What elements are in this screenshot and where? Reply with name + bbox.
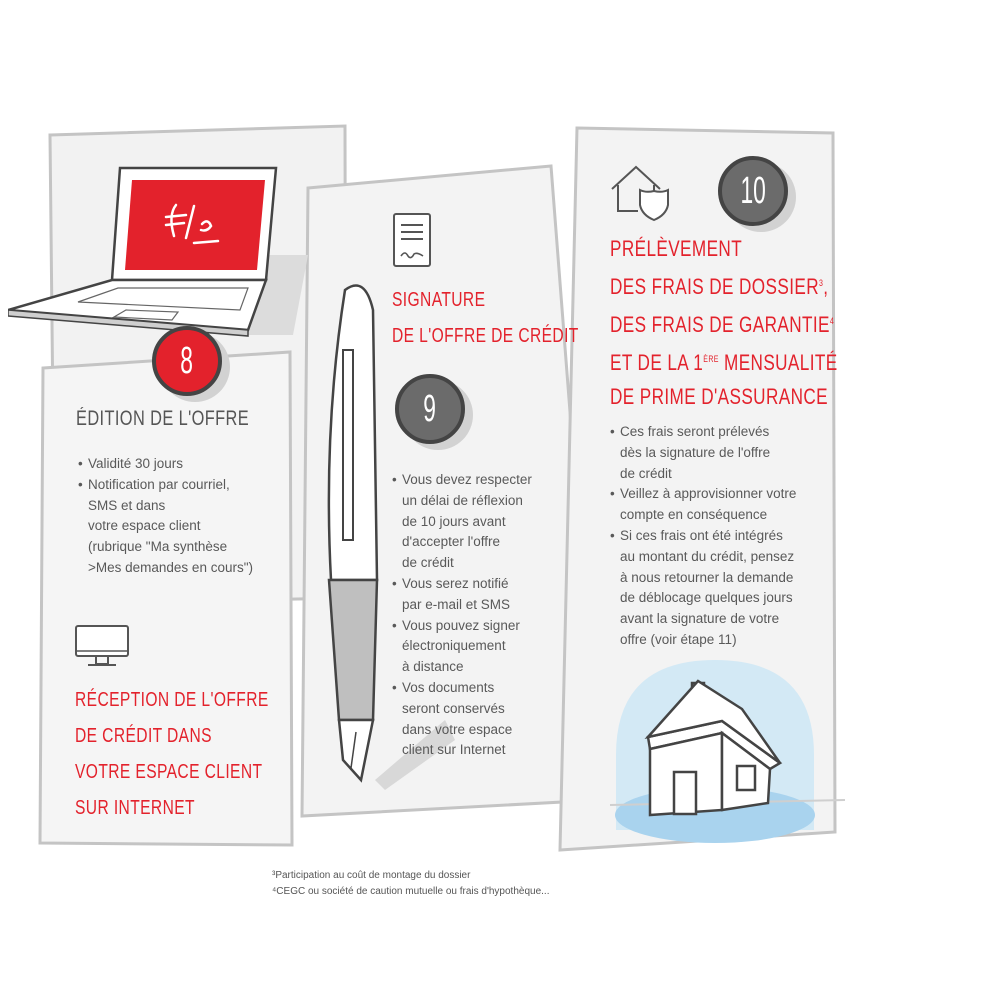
- list-item: • Veillez à approvisionner votre compte en conséquence: [610, 484, 825, 526]
- list-item: • Vous pouvez signer électroniquement à distance: [392, 616, 592, 678]
- house-dome-icon: [610, 655, 850, 845]
- step8-bullets: [78, 454, 298, 579]
- step9-badge: [395, 374, 465, 444]
- step8-badge: [152, 326, 222, 396]
- footnotes: [272, 868, 549, 900]
- list-item: • Notification par courriel, SMS et dans votre espace client (rubrique "Ma synthèse >Mes demandes en cours"): [78, 475, 298, 579]
- list-item: • Vous devez respecter un délai de réflexion de 10 jours avant d'accepter l'offre de crédit: [392, 470, 592, 574]
- step10-bullets: [610, 422, 825, 651]
- footnote-3: ³Participation au coût de montage du dossier: [272, 870, 471, 881]
- house-shield-icon: [608, 163, 672, 223]
- step10-number: 10: [740, 169, 766, 212]
- footnote-4: ⁴CEGC ou société de caution mutuelle ou frais d'hypothèque...: [272, 886, 550, 897]
- step10-title: PRÉLÈVEMENT DES FRAIS DE DOSSIER$^3$, DES FRAIS DE GARANTIE$^4$ ET DE LA 1ÈRE MENSUALITÉ DE PRIME D'ASSURANCE: [610, 236, 838, 409]
- reception-title: RÉCEPTION DE L'OFFRE DE CRÉDIT DANS VOTRE ESPACE CLIENT SUR INTERNET: [75, 689, 269, 819]
- document-icon: [392, 212, 432, 268]
- step8-number: 8: [180, 339, 194, 382]
- step10-badge: [718, 156, 788, 226]
- step9-number: 9: [423, 387, 437, 430]
- list-item: • Ces frais seront prélevés dès la signature de l'offre de crédit: [610, 422, 825, 484]
- step9-title: SIGNATURE DE L'OFFRE DE CRÉDIT: [392, 289, 579, 347]
- list-item: • Si ces frais ont été intégrés au montant du crédit, pensez à nous retourner la demande de déblocage quelques jours avant la signature de votre offre (voir étape 11): [610, 526, 825, 651]
- list-item: • Vous serez notifié par e-mail et SMS: [392, 574, 592, 616]
- step8-title: ÉDITION DE L'OFFRE: [76, 407, 250, 430]
- step9-bullets: [392, 470, 592, 761]
- list-item: • Vos documents seront conservés dans votre espace client sur Internet: [392, 678, 592, 761]
- list-item: • Validité 30 jours: [78, 454, 298, 475]
- laptop-icon: [8, 160, 308, 350]
- monitor-icon: [74, 624, 130, 670]
